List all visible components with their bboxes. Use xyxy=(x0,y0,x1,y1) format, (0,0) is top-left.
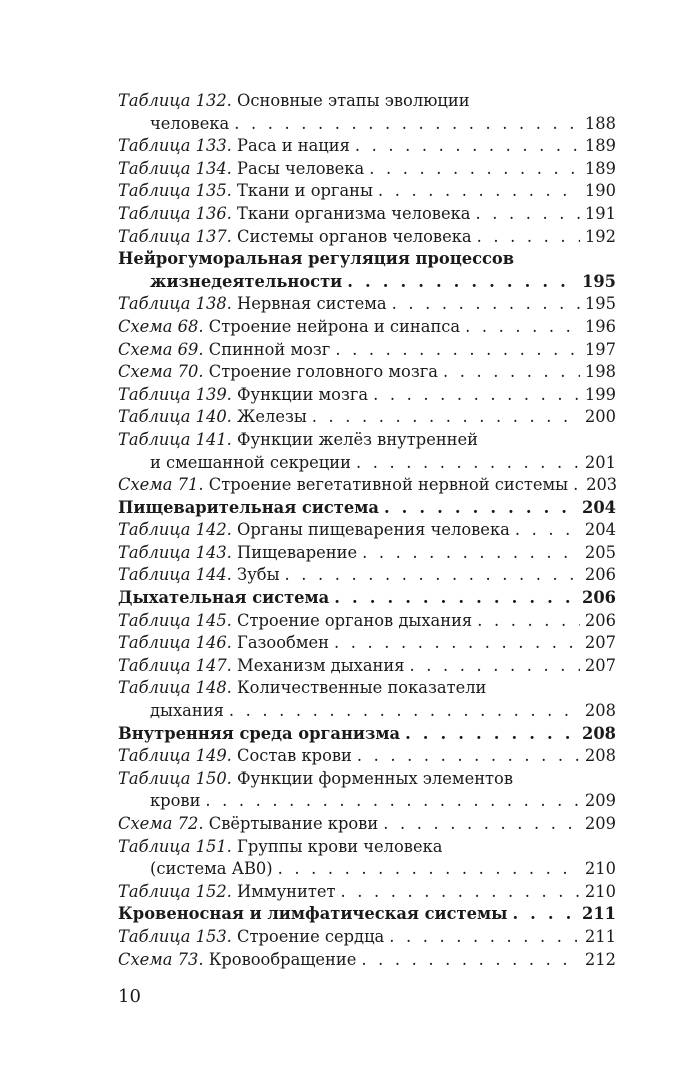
toc-entry-label: Таблица 139. xyxy=(118,384,232,404)
toc-line xyxy=(118,745,616,768)
toc-entry-label: Схема 68. xyxy=(118,316,204,336)
toc-entry-label: Таблица 136. xyxy=(118,203,232,223)
dot-leader xyxy=(477,610,580,633)
toc-section[interactable] xyxy=(118,587,616,610)
toc-line xyxy=(118,180,616,203)
toc-page-number: 205 xyxy=(584,542,616,562)
toc-line xyxy=(118,293,616,316)
toc-line xyxy=(118,903,616,926)
toc-line xyxy=(118,542,616,565)
dot-leader xyxy=(361,949,580,972)
toc-page-number: 211 xyxy=(582,904,616,924)
toc-section[interactable] xyxy=(118,723,616,746)
dot-leader xyxy=(477,226,580,249)
dot-leader xyxy=(362,542,580,565)
toc-entry-title: Железы xyxy=(237,407,307,427)
toc-page-number: 208 xyxy=(584,746,616,766)
toc-entry-title: Пищеварительная система xyxy=(118,497,379,517)
toc-entry[interactable] xyxy=(118,361,616,384)
toc-entry-label: Таблица 146. xyxy=(118,633,232,653)
toc-line xyxy=(118,768,616,791)
toc-entry-label: Схема 73. xyxy=(118,949,204,969)
toc-entry-title: жизнедеятельности xyxy=(150,271,343,291)
toc-line xyxy=(118,339,616,362)
toc-entry[interactable] xyxy=(118,745,616,768)
toc-page-number: 189 xyxy=(584,158,616,178)
toc-line xyxy=(118,587,616,610)
toc-page-number: 195 xyxy=(582,271,616,291)
toc-entry-label: Таблица 144. xyxy=(118,565,232,585)
toc-page-number: 210 xyxy=(584,859,616,879)
toc-entry[interactable] xyxy=(118,339,616,362)
toc-entry[interactable] xyxy=(118,677,616,722)
dot-leader xyxy=(356,452,580,475)
toc-section[interactable] xyxy=(118,903,616,926)
toc-entry-label: Таблица 153. xyxy=(118,926,232,946)
toc-entry[interactable] xyxy=(118,881,616,904)
dot-leader xyxy=(285,564,580,587)
toc-entry[interactable] xyxy=(118,474,616,497)
toc-entry-title: Состав крови xyxy=(237,746,352,766)
toc-entry[interactable] xyxy=(118,813,616,836)
dot-leader xyxy=(383,813,580,836)
toc-entry-title: Кровообращение xyxy=(208,949,357,969)
toc-entry-title: Системы органов человека xyxy=(237,226,472,246)
toc-section[interactable] xyxy=(118,248,616,293)
toc-line xyxy=(118,677,616,700)
dot-leader xyxy=(410,655,580,678)
toc-entry-title: Свёртывание крови xyxy=(208,814,379,833)
toc-line xyxy=(118,316,616,339)
toc-line xyxy=(118,655,616,678)
toc-page-number: 198 xyxy=(584,362,616,382)
toc-entry-title: Группы крови человека xyxy=(237,836,443,856)
toc-entry-label: Таблица 149. xyxy=(118,746,232,766)
toc-entry[interactable] xyxy=(118,226,616,249)
toc-entry[interactable] xyxy=(118,384,616,407)
toc-entry-title: Кровеносная и лимфатическая системы xyxy=(118,904,508,924)
toc-entry-title: Функции форменных элементов xyxy=(237,768,514,788)
toc-line xyxy=(118,113,616,136)
toc-line xyxy=(118,926,616,949)
toc-entry[interactable] xyxy=(118,316,616,339)
toc-entry-title: Функции мозга xyxy=(237,384,369,404)
toc-entry[interactable] xyxy=(118,542,616,565)
toc-entry[interactable] xyxy=(118,158,616,181)
toc-page-number: 191 xyxy=(584,203,616,223)
toc-line xyxy=(118,858,616,881)
toc-entry-title: Пищеварение xyxy=(237,542,358,562)
dot-leader xyxy=(512,903,577,926)
toc-entry-title: Спинной мозг xyxy=(208,339,331,359)
dot-leader xyxy=(229,700,580,723)
toc-entry[interactable] xyxy=(118,135,616,158)
toc-line xyxy=(118,610,616,633)
toc-entry[interactable] xyxy=(118,926,616,949)
toc-entry[interactable] xyxy=(118,564,616,587)
dot-leader xyxy=(573,474,581,497)
toc-line xyxy=(118,813,616,836)
toc-entry-label: Таблица 148. xyxy=(118,678,232,698)
toc-entry-title: Дыхательная система xyxy=(118,588,330,608)
toc-entry-label: Схема 72. xyxy=(118,814,204,833)
toc-entry-title: Иммунитет xyxy=(237,881,336,901)
toc-entry-label: Таблица 138. xyxy=(118,294,232,314)
toc-entry[interactable] xyxy=(118,949,616,972)
toc-entry-title: (система АВ0) xyxy=(150,859,273,879)
toc-entry-label: Таблица 152. xyxy=(118,881,232,901)
toc-entry[interactable] xyxy=(118,90,616,135)
toc-page-number: 189 xyxy=(584,136,616,156)
toc-entry-label: Таблица 132. xyxy=(118,91,232,110)
toc-page-number: 208 xyxy=(584,701,616,721)
toc-line xyxy=(118,700,616,723)
toc-entry-title: Основные этапы эволюции xyxy=(237,91,470,110)
toc-entry[interactable] xyxy=(118,836,616,881)
toc-entry-title: Газообмен xyxy=(237,633,329,653)
toc-entry[interactable] xyxy=(118,293,616,316)
toc-line xyxy=(118,135,616,158)
toc-entry-label: Таблица 137. xyxy=(118,226,232,246)
toc-line xyxy=(118,158,616,181)
toc-line xyxy=(118,452,616,475)
dot-leader xyxy=(384,497,577,520)
toc-entry-title: Механизм дыхания xyxy=(237,655,405,675)
toc-entry[interactable] xyxy=(118,429,616,474)
toc-page-number: 199 xyxy=(584,384,616,404)
toc-line xyxy=(118,519,616,542)
toc-entry-title: Ткани и органы xyxy=(237,181,373,201)
toc-entry-label: Таблица 145. xyxy=(118,610,232,630)
dot-leader xyxy=(405,723,577,746)
toc-entry-title: Нервная система xyxy=(237,294,387,314)
dot-leader xyxy=(443,361,580,384)
toc-entry-title: Строение сердца xyxy=(237,926,385,946)
toc-entry[interactable] xyxy=(118,203,616,226)
toc-page-number: 192 xyxy=(584,226,616,246)
toc-entry-title: и смешанной секреции xyxy=(150,452,351,472)
toc-page-number: 195 xyxy=(584,294,616,314)
toc-line xyxy=(118,632,616,655)
toc-entry-title: крови xyxy=(150,791,201,811)
toc-entry-title: Строение головного мозга xyxy=(208,362,438,382)
table-of-contents xyxy=(118,90,616,971)
toc-entry-title: Органы пищеварения человека xyxy=(237,520,510,540)
toc-line xyxy=(118,271,616,294)
toc-line xyxy=(118,497,616,520)
toc-entry-title: Строение нейрона и синапса xyxy=(208,316,461,336)
dot-leader xyxy=(205,790,580,813)
toc-page-number: 197 xyxy=(584,339,616,359)
toc-line xyxy=(118,790,616,813)
toc-line xyxy=(118,429,616,452)
toc-entry-title: Нейрогуморальная регуляция процессов xyxy=(118,249,515,269)
toc-line xyxy=(118,248,616,271)
toc-page-number: 196 xyxy=(584,316,616,336)
dot-leader xyxy=(378,180,580,203)
toc-page-number: 209 xyxy=(584,814,616,833)
dot-leader xyxy=(312,406,580,429)
toc-entry-label: Таблица 147. xyxy=(118,655,232,675)
toc-page-number: 209 xyxy=(584,791,616,811)
toc-entry-title: человека xyxy=(150,113,230,133)
toc-entry-label: Схема 71. xyxy=(118,475,204,495)
dot-leader xyxy=(355,135,580,158)
toc-line xyxy=(118,226,616,249)
dot-leader xyxy=(357,745,580,768)
toc-entry-title: Зубы xyxy=(237,565,280,585)
page-number: 10 xyxy=(118,986,141,1007)
dot-leader xyxy=(476,203,580,226)
toc-line xyxy=(118,406,616,429)
dot-leader xyxy=(334,587,577,610)
toc-line xyxy=(118,361,616,384)
dot-leader xyxy=(465,316,580,339)
toc-entry-title: Расы человека xyxy=(237,158,365,178)
toc-section[interactable] xyxy=(118,497,616,520)
toc-entry-label: Таблица 133. xyxy=(118,136,232,156)
toc-entry-title: Строение органов дыхания xyxy=(237,610,473,630)
toc-entry-title: Раса и нация xyxy=(237,136,350,156)
toc-line xyxy=(118,836,616,859)
toc-entry[interactable] xyxy=(118,180,616,203)
toc-entry[interactable] xyxy=(118,519,616,542)
toc-entry-title: Строение вегетативной нервной системы xyxy=(208,475,569,495)
dot-leader xyxy=(234,113,580,136)
toc-entry[interactable] xyxy=(118,610,616,633)
toc-page-number: 204 xyxy=(582,497,616,517)
toc-page-number: 204 xyxy=(584,520,616,540)
toc-page-number: 200 xyxy=(584,407,616,427)
toc-entry-label: Таблица 135. xyxy=(118,181,232,201)
toc-entry-title: дыхания xyxy=(150,701,224,721)
toc-entry-title: Функции желёз внутренней xyxy=(237,429,479,449)
toc-entry[interactable] xyxy=(118,406,616,429)
toc-entry-label: Таблица 134. xyxy=(118,158,232,178)
toc-entry-title: Количественные показатели xyxy=(237,678,487,698)
toc-entry-title: Внутренняя среда организма xyxy=(118,723,401,743)
toc-page-number: 206 xyxy=(584,610,616,630)
toc-entry-label: Таблица 142. xyxy=(118,520,232,540)
toc-page-number: 203 xyxy=(586,475,618,495)
toc-page-number: 207 xyxy=(584,633,616,653)
toc-line xyxy=(118,723,616,746)
toc-entry-title: Ткани организма человека xyxy=(237,203,471,223)
toc-page-number: 210 xyxy=(584,881,616,901)
toc-line xyxy=(118,564,616,587)
dot-leader xyxy=(347,271,577,294)
dot-leader xyxy=(278,858,580,881)
toc-page-number: 206 xyxy=(582,588,616,608)
toc-page-number: 190 xyxy=(584,181,616,201)
toc-page-number: 188 xyxy=(584,113,616,133)
dot-leader xyxy=(392,293,580,316)
toc-page-number: 207 xyxy=(584,655,616,675)
toc-page-number: 212 xyxy=(584,949,616,969)
toc-page-number: 208 xyxy=(582,723,616,743)
toc-entry-label: Схема 70. xyxy=(118,362,204,382)
toc-entry-label: Таблица 151. xyxy=(118,836,232,856)
toc-page-number: 201 xyxy=(584,452,616,472)
dot-leader xyxy=(341,881,580,904)
dot-leader xyxy=(335,339,580,362)
toc-page-number: 211 xyxy=(584,926,616,946)
dot-leader xyxy=(515,519,580,542)
toc-entry[interactable] xyxy=(118,655,616,678)
toc-entry[interactable] xyxy=(118,632,616,655)
toc-entry-label: Схема 69. xyxy=(118,339,204,359)
dot-leader xyxy=(334,632,580,655)
toc-line xyxy=(118,203,616,226)
toc-entry-label: Таблица 141. xyxy=(118,429,232,449)
dot-leader xyxy=(373,384,580,407)
dot-leader xyxy=(389,926,580,949)
toc-entry-label: Таблица 150. xyxy=(118,768,232,788)
toc-line xyxy=(118,949,616,972)
dot-leader xyxy=(369,158,580,181)
toc-line xyxy=(118,474,616,497)
toc-line xyxy=(118,881,616,904)
toc-entry-label: Таблица 140. xyxy=(118,407,232,427)
toc-line xyxy=(118,90,616,113)
toc-entry[interactable] xyxy=(118,768,616,813)
toc-entry-label: Таблица 143. xyxy=(118,542,232,562)
toc-page-number: 206 xyxy=(584,565,616,585)
toc-line xyxy=(118,384,616,407)
